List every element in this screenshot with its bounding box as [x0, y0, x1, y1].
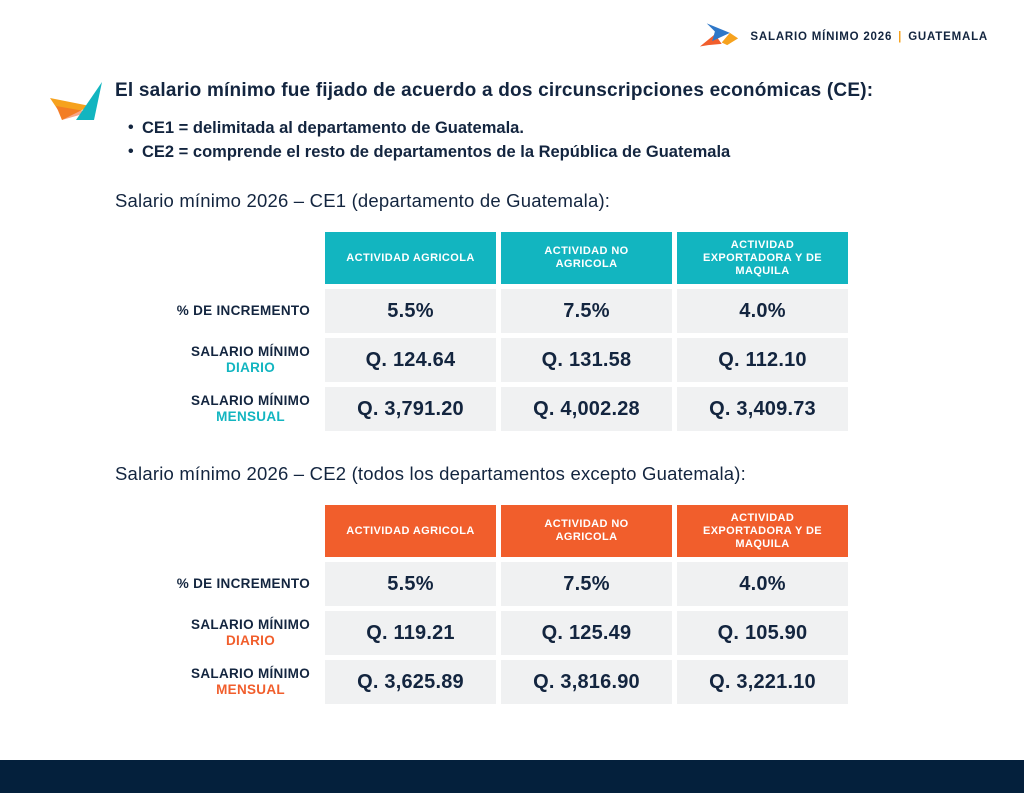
ce2-column-header-exportadora: ACTIVIDAD EXPORTADORA Y DE MAQUILA: [677, 505, 848, 557]
ce2-section-title: Salario mínimo 2026 – CE2 (todos los departamentos excepto Guatemala):: [115, 463, 746, 484]
ce2-mensual-no-agricola: Q. 3,816.90: [501, 660, 672, 704]
brand-header: [698, 22, 988, 52]
ce2-section: [0, 463, 1024, 704]
ce1-incremento-agricola: 5.5%: [325, 289, 496, 333]
ce2-row-label-mensual: SALARIO MÍNIMO MENSUAL: [191, 666, 310, 697]
ce1-diario-exportadora: Q. 112.10: [677, 338, 848, 382]
ce2-diario-exportadora: Q. 105.90: [677, 611, 848, 655]
footer-bar: [0, 760, 1024, 793]
ce1-row-label-mensual: SALARIO MÍNIMO MENSUAL: [191, 393, 310, 424]
ce1-mensual-exportadora: Q. 3,409.73: [677, 387, 848, 431]
ce1-diario-agricola: Q. 124.64: [325, 338, 496, 382]
ce1-column-header-no-agricola: ACTIVIDAD NO AGRICOLA: [501, 232, 672, 284]
ce1-mensual-agricola: Q. 3,791.20: [325, 387, 496, 431]
ce2-mensual-agricola: Q. 3,625.89: [325, 660, 496, 704]
ce2-wage-table: [140, 505, 1024, 704]
brand-title: SALARIO MÍNIMO 2026: [750, 31, 893, 43]
ce2-column-header-agricola: ACTIVIDAD AGRICOLA: [325, 505, 496, 557]
ce1-section-title: Salario mínimo 2026 – CE1 (departamento de Guatemala):: [115, 190, 611, 211]
ce1-row-label-incremento: % DE INCREMENTO: [176, 303, 310, 318]
ce1-column-header-exportadora: ACTIVIDAD EXPORTADORA Y DE MAQUILA: [677, 232, 848, 284]
intro-heading: El salario mínimo fue fijado de acuerdo a dos circunscripciones económicas (CE):: [115, 80, 874, 101]
ce2-incremento-no-agricola: 7.5%: [501, 562, 672, 606]
ce2-incremento-agricola: 5.5%: [325, 562, 496, 606]
ce2-column-header-no-agricola: ACTIVIDAD NO AGRICOLA: [501, 505, 672, 557]
brand-separator: |: [898, 31, 903, 43]
ce2-header-spacer: [140, 505, 320, 557]
ce2-row-label-diario: SALARIO MÍNIMO DIARIO: [191, 617, 310, 648]
bullet-ce2: • CE2 = comprende el resto de departamentos de la República de Guatemala: [128, 140, 1000, 164]
ce1-header-spacer: [140, 232, 320, 284]
ce1-row-label-diario: SALARIO MÍNIMO DIARIO: [191, 344, 310, 375]
brand-region: GUATEMALA: [908, 31, 988, 43]
ce1-mensual-no-agricola: Q. 4,002.28: [501, 387, 672, 431]
checkmark-bird-icon: [50, 82, 108, 127]
ce1-wage-table: [140, 232, 1024, 431]
ce2-diario-no-agricola: Q. 125.49: [501, 611, 672, 655]
ce1-diario-no-agricola: Q. 131.58: [501, 338, 672, 382]
ce2-diario-agricola: Q. 119.21: [325, 611, 496, 655]
ce1-incremento-no-agricola: 7.5%: [501, 289, 672, 333]
ce1-section: [0, 190, 1024, 431]
ce2-mensual-exportadora: Q. 3,221.10: [677, 660, 848, 704]
ce1-column-header-agricola: ACTIVIDAD AGRICOLA: [325, 232, 496, 284]
ce2-row-label-incremento: % DE INCREMENTO: [176, 576, 310, 591]
ce2-incremento-exportadora: 4.0%: [677, 562, 848, 606]
bullet-ce1: • CE1 = delimitada al departamento de Guatemala.: [128, 116, 1000, 140]
intro-bullet-list: [128, 116, 1000, 164]
ce1-incremento-exportadora: 4.0%: [677, 289, 848, 333]
intro-section: [50, 80, 1000, 164]
quetzal-bird-logo-icon: [698, 22, 740, 52]
